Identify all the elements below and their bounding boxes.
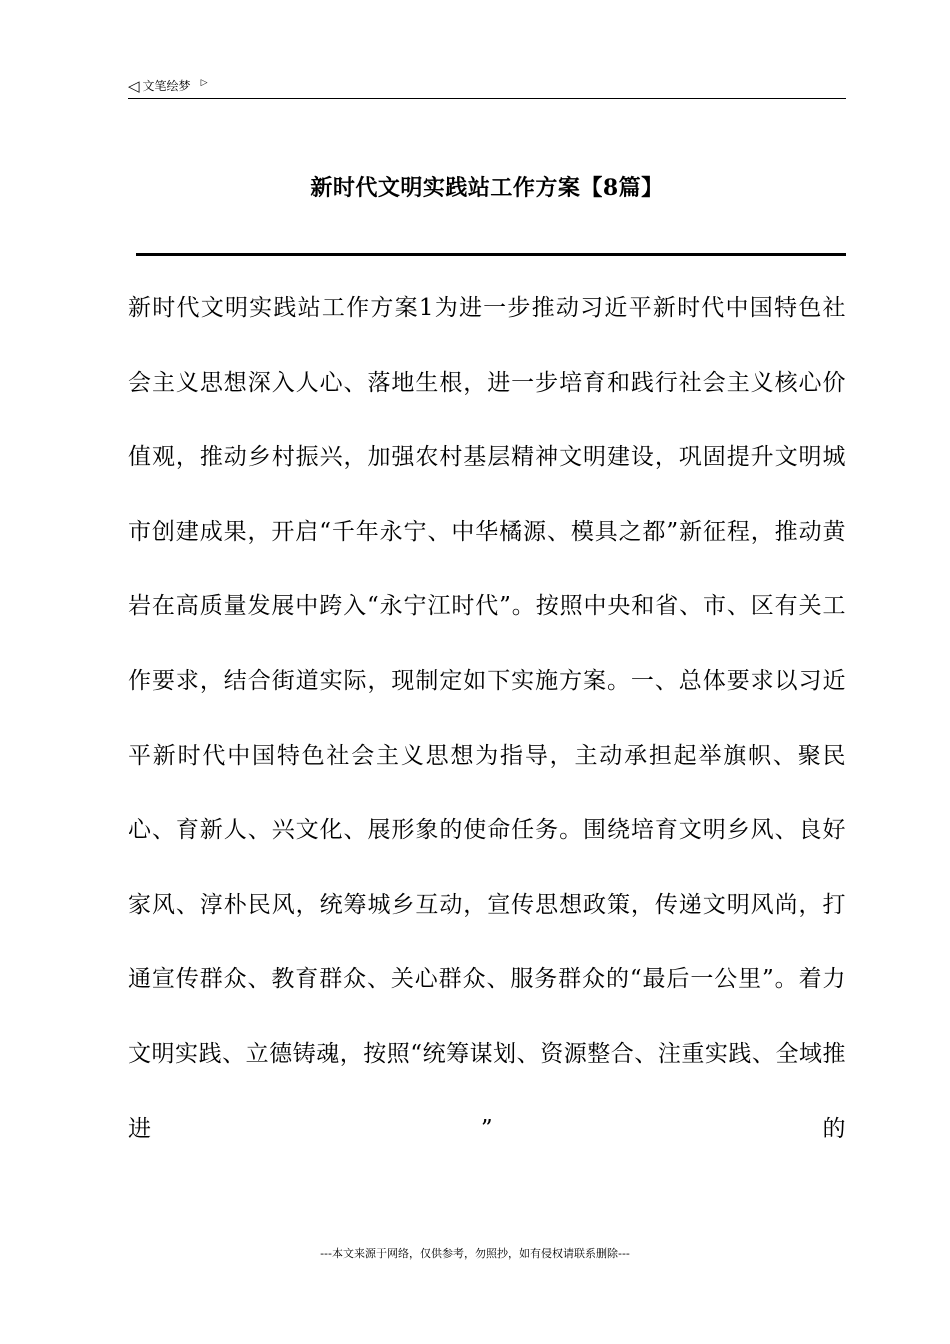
- brand-label: 文笔绘梦: [142, 79, 191, 93]
- triangle-left-icon: ◁: [128, 77, 140, 95]
- document-body: 新时代文明实践站工作方案1为进一步推动习近平新时代中国特色社会主义思想深入人心、落地生根，进一步培育和践行社会主义核心价值观，推动乡村振兴，加强农村基层精神文明建设，巩固提升文明城市创建成果，开启“千年永宁、中华橘源、模具之都”新征程，推动黄岩在高质量发展中跨入“永宁江时代”。按照中央和省、市、区有关工作要求，结合街道实际，现制定如下实施方案。一、总体要求以习近平新时代中国特色社会主义思想为指导，主动承担起举旗帜、聚民心、育新人、兴文化、展形象的使命任务。围绕培育文明乡风、良好家风、淳朴民风，统筹城乡互动，宣传思想政策，传递文明风尚，打通宣传群众、教育群众、关心群众、服务群众的“最后一公里”。着力文明实践、立德铸魂，按照“统筹谋划、资源整合、注重实践、全域推进”的: [128, 295, 846, 1142]
- header-divider: [128, 98, 846, 99]
- document-title: 新时代文明实践站工作方案【8篇】: [310, 175, 664, 201]
- page-header: [128, 74, 846, 98]
- title-divider: [136, 253, 846, 256]
- footer-notice: ---本文来源于网络，仅供参考，勿照抄，如有侵权请联系删除---: [320, 1247, 630, 1260]
- triangle-right-icon: ▷: [200, 78, 208, 88]
